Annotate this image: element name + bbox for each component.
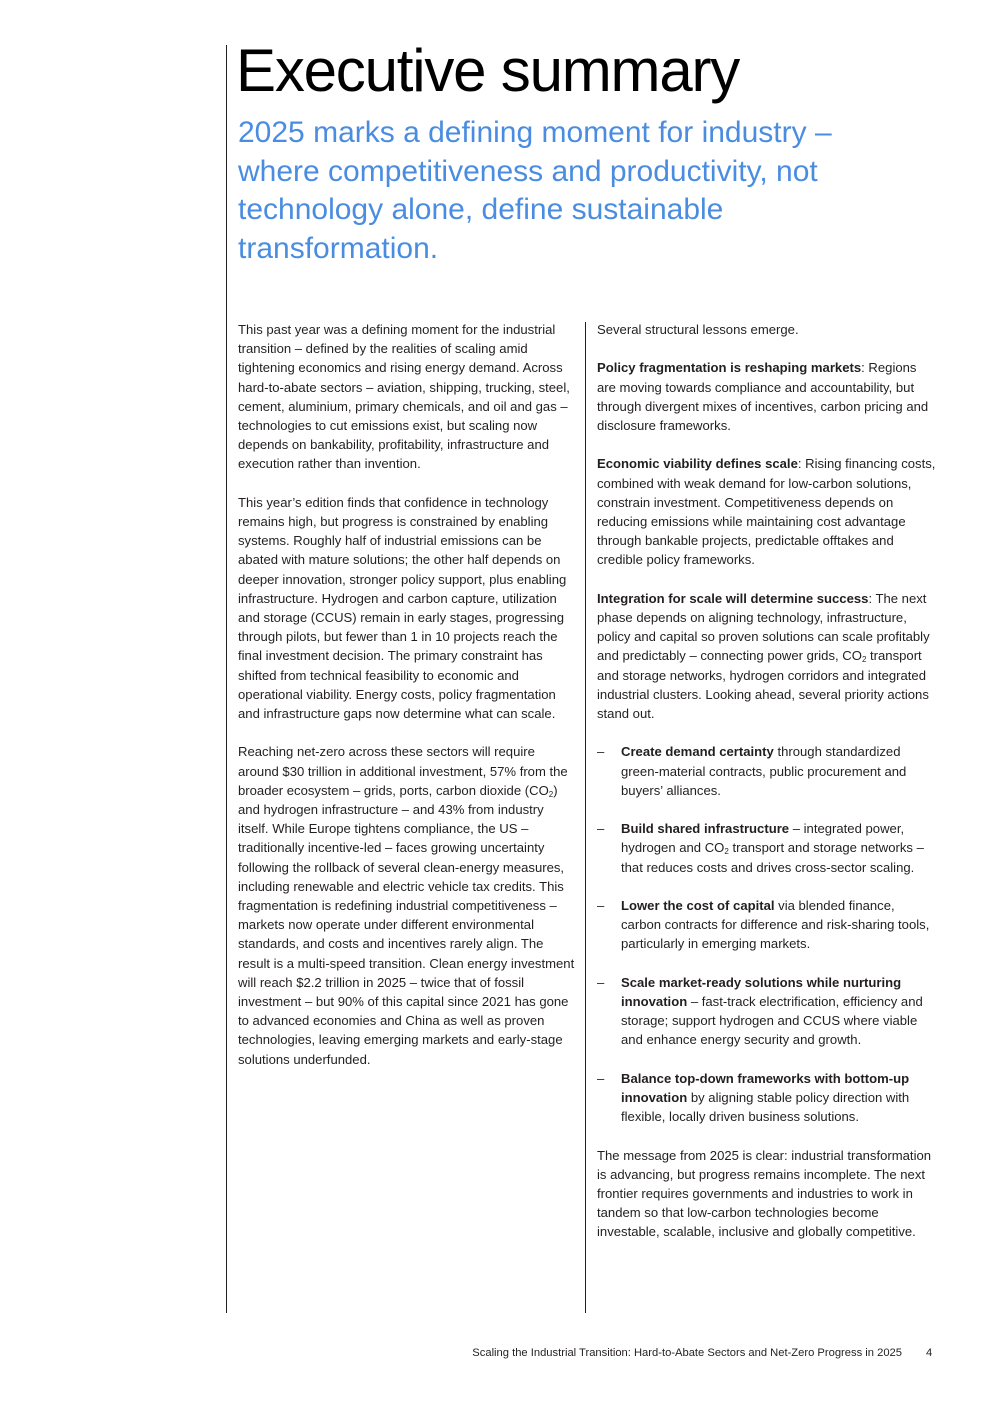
column-divider	[585, 322, 586, 1313]
action-heading: Balance top-down frameworks with bottom-up innovation	[621, 1070, 910, 1105]
paragraph-lessons-intro: Several structural lessons emerge.	[597, 322, 799, 337]
right-column	[597, 320, 937, 1261]
lesson-separator: :	[797, 456, 802, 472]
lesson-separator: :	[868, 590, 873, 606]
action-cost-of-capital	[597, 896, 937, 954]
lesson-integration	[597, 589, 937, 723]
subscript: 2	[548, 789, 554, 799]
lesson-text: The next phase depends on aligning technology, infrastructure, policy and capital so proven solutions can scale profitably and predictably – connecting power grids, CO	[597, 590, 930, 664]
text-segment: Reaching net-zero across these sectors will require around $30 trillion in additional investment, 57% from the broader ecosystem – grids, ports, carbon dioxide (CO	[238, 744, 568, 798]
footer-title-rest: : Hard-to-Abate Sectors and Net-Zero Progress in 2025	[627, 1347, 902, 1359]
left-rule	[226, 45, 227, 1313]
action-heading: Lower the cost of capital	[621, 898, 775, 913]
lesson-heading: Policy fragmentation is reshaping markets	[597, 360, 862, 376]
lesson-separator: :	[861, 360, 865, 376]
action-heading: Build shared infrastructure	[621, 821, 790, 837]
page-number: 4	[926, 1347, 933, 1359]
page-subtitle: 2025 marks a defining moment for industry – where competitiveness and productivity, not technology alone, define sustainable transformation.	[238, 116, 832, 265]
paragraph-investment	[238, 742, 576, 1068]
page-title: Executive summary	[236, 37, 740, 104]
dash-bullet: –	[597, 974, 605, 990]
action-heading: Scale market-ready solutions while nurturing innovation	[621, 974, 902, 1009]
lesson-heading: Economic viability defines scale	[597, 456, 798, 472]
action-text: by aligning stable policy direction with flexible, locally driven business solutions.	[621, 1090, 910, 1125]
action-scale-solutions	[597, 973, 937, 1050]
page-footer	[0, 1347, 992, 1363]
paragraph-closing: The message from 2025 is clear: industrial transformation is advancing, but progress remains incomplete. The next frontier requires governments and industries to work in tandem so that low-carbon technologies become investable, scalable, inclusive and globally competitive.	[597, 1147, 932, 1240]
text-segment: ) and hydrogen infrastructure – and 43% from industry itself. While Europe tightens compliance, the US – traditionally incentive-led – faces growing uncertainty following the rollback of several clean-energy measures, including renewable and electric vehicle tax credits. This fragmentation is redefining industrial competitiveness – markets now operate under different environmental standards, and costs and incentives rarely align. The result is a multi-speed transition. Clean energy investment will reach $2.2 trillion in 2025 – twice that of fossil investment – but 90% of this capital since 2021 has gone to advanced economies and China as well as proven technologies, leaving emerging markets and early-stage solutions underfunded.	[238, 782, 575, 1067]
action-shared-infrastructure	[597, 819, 937, 877]
paragraph-industrial-transition: This past year was a defining moment for the industrial transition – defined by the realities of scaling amid tightening economics and rising energy demand. Across hard-to-abate sectors – aviation, shipping, trucking, steel, cement, aluminium, primary chemicals, and oil and gas – technologies to cut emissions exist, but scaling now depends on bankability, profitability, infrastructure and execution rather than invention.	[238, 322, 570, 472]
action-text: via blended finance, carbon contracts for difference and risk-sharing tools, particularly in emerging markets.	[621, 898, 930, 952]
lesson-economic-viability	[597, 454, 937, 569]
footer-title-bold: Scaling the Industrial Transition	[472, 1347, 628, 1359]
action-text: through standardized green-material contracts, public procurement and buyers’ alliances.	[621, 744, 907, 798]
action-heading: Create demand certainty	[621, 744, 774, 760]
lesson-policy-fragmentation	[597, 358, 937, 435]
lesson-text: Rising financing costs, combined with weak demand for low-carbon solutions, constrain investment. Competitiveness depends on reducing emissions while maintaining cost advantage through bankable projects, predictable offtakes and credible policy frameworks.	[597, 456, 936, 568]
lesson-text: transport and storage networks, hydrogen corridors and integrated industrial clusters. Looking ahead, several priority actions stand out.	[597, 648, 929, 722]
action-balance-frameworks	[597, 1069, 937, 1127]
dash-bullet: –	[597, 1070, 605, 1086]
dash-bullet: –	[597, 821, 605, 837]
action-text: – fast-track electrification, efficiency and storage; support hydrogen and CCUS where viable and enhance energy security and growth.	[621, 994, 923, 1048]
left-column	[238, 320, 576, 1088]
dash-bullet: –	[597, 898, 605, 913]
lesson-text: Regions are moving towards compliance and accountability, but through divergent mixes of incentives, carbon pricing and disclosure frameworks.	[597, 360, 929, 433]
paragraph-edition-findings: This year’s edition finds that confidence in technology remains high, but progress is constrained by enabling systems. Roughly half of industrial emissions can be abated with mature solutions; the other half depends on deeper innovation, stronger policy support, plus enabling infrastructure. Hydrogen and carbon capture, utilization and storage (CCUS) remain in early stages, progressing through pilots, but fewer than 1 in 10 projects reach the final investment decision. The primary constraint has shifted from technical feasibility to economic and operational viability. Energy costs, policy fragmentation and infrastructure gaps now determine what can scale.	[238, 494, 567, 722]
dash-bullet: –	[597, 744, 605, 760]
action-text: transport and storage networks – that reduces costs and drives cross-sector scaling.	[621, 840, 924, 875]
action-text: – integrated power, hydrogen and CO	[621, 821, 905, 856]
lesson-heading: Integration for scale will determine success	[597, 590, 869, 606]
subscript: 2	[724, 847, 729, 857]
footer-report-title	[472, 1347, 902, 1359]
action-demand-certainty	[597, 742, 937, 800]
subscript: 2	[861, 655, 867, 665]
